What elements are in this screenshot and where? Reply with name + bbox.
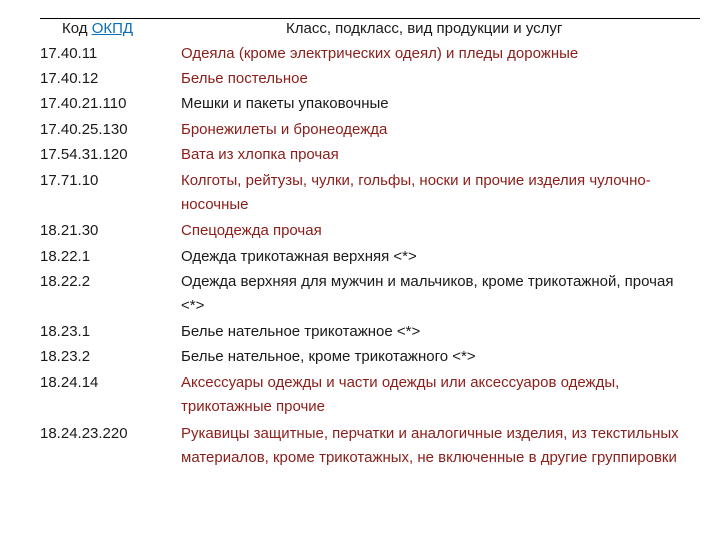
row-description: Мешки и пакеты упаковочные: [181, 95, 389, 112]
row-code: 17.54.31.120: [40, 146, 128, 163]
row-description: Бронежилеты и бронеодежда: [181, 121, 388, 138]
row-description: Белье постельное: [181, 70, 308, 87]
table-row: [40, 67, 700, 91]
table-row: [40, 422, 700, 470]
table-row: [40, 270, 700, 318]
row-description: Колготы, рейтузы, чулки, гольфы, носки и прочие изделия чулочно-носочные: [181, 172, 651, 213]
row-code: 18.22.2: [40, 273, 91, 290]
row-code: 17.71.10: [40, 172, 99, 189]
row-code: 18.23.1: [40, 323, 91, 340]
header-code: [62, 20, 133, 38]
row-code: 18.23.2: [40, 348, 91, 365]
row-description: Белье нательное трикотажное <*>: [181, 323, 421, 340]
table-row: [40, 371, 700, 419]
row-code: 18.24.23.220: [40, 425, 128, 442]
table-top-rule: [40, 18, 700, 19]
row-code: 17.40.25.130: [40, 121, 128, 138]
table-row: [40, 320, 700, 344]
row-description: Одежда трикотажная верхняя <*>: [181, 248, 417, 265]
table-row: [40, 143, 700, 167]
table-row: [40, 118, 700, 142]
row-description: Аксессуары одежды и части одежды или аксессуаров одежды, трикотажные прочие: [181, 374, 620, 415]
header-description: Класс, подкласс, вид продукции и услуг: [286, 20, 563, 37]
row-code: 18.21.30: [40, 222, 99, 239]
row-description: Одеяла (кроме электрических одеял) и пледы дорожные: [181, 45, 579, 62]
row-description: Одежда верхняя для мужчин и мальчиков, кроме трикотажной, прочая <*>: [181, 273, 674, 314]
table-row: [40, 345, 700, 369]
row-code: 18.24.14: [40, 374, 99, 391]
row-code: 17.40.12: [40, 70, 99, 87]
header-okpd-link[interactable]: ОКПД: [91, 20, 134, 37]
table-row: [40, 245, 700, 269]
row-description: Белье нательное, кроме трикотажного <*>: [181, 348, 476, 365]
row-description: Вата из хлопка прочая: [181, 146, 339, 163]
table-row: [40, 92, 700, 116]
row-code: 17.40.21.110: [40, 95, 127, 112]
row-code: 17.40.11: [40, 45, 98, 62]
table-row: [40, 169, 700, 217]
header-code-prefix: Код: [62, 20, 88, 37]
row-description: Спецодежда прочая: [181, 222, 322, 239]
row-description: Рукавицы защитные, перчатки и аналогичные изделия, из текстильных материалов, кроме трикотажных, не включенные в другие группировки: [181, 425, 679, 466]
table-row: [40, 219, 700, 243]
table-row: [40, 42, 700, 66]
row-code: 18.22.1: [40, 248, 91, 265]
